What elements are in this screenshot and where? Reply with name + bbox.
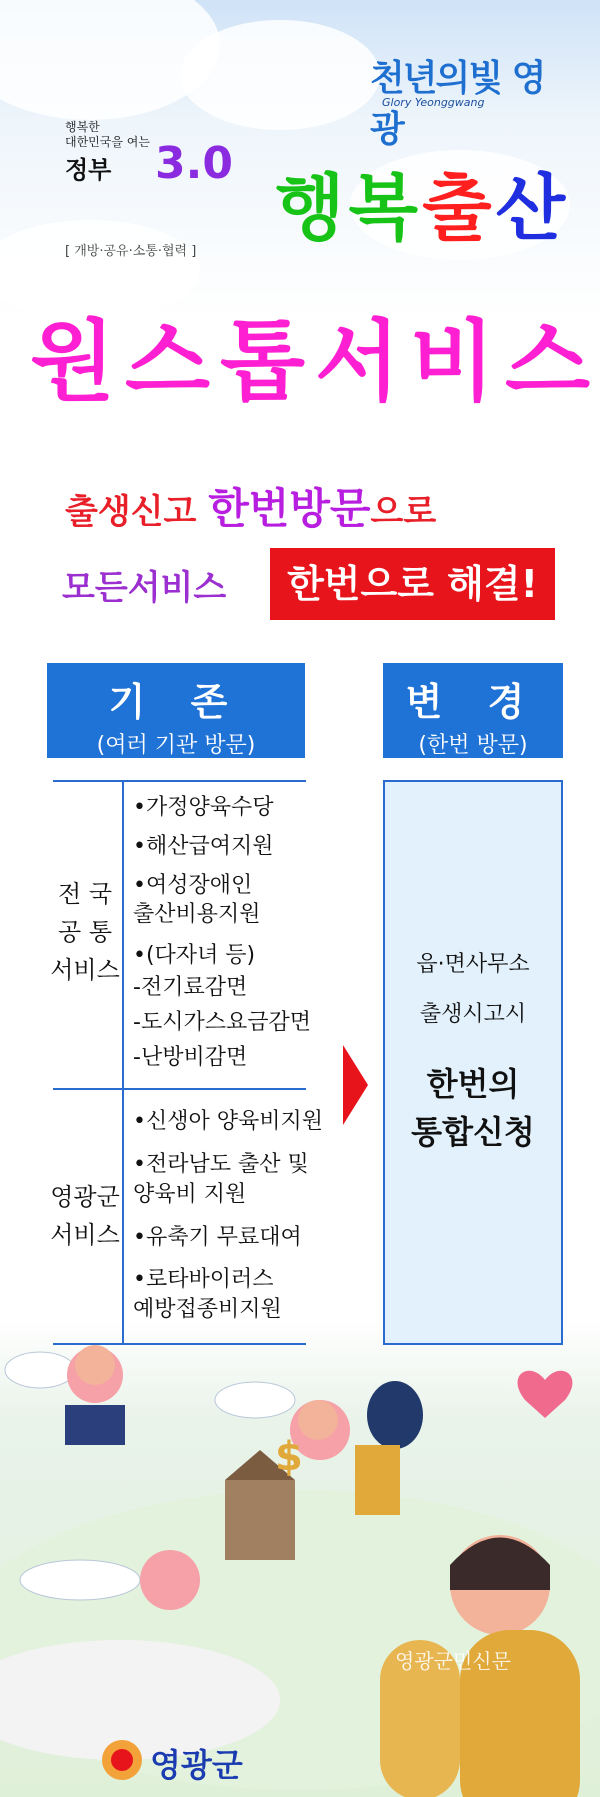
national-label-line2: 공 통	[58, 918, 112, 946]
cupid-left-icon	[5, 1345, 125, 1445]
right-arrow-icon	[343, 1045, 368, 1125]
after-heading: 변 경	[405, 680, 541, 724]
national-label	[50, 875, 120, 989]
cupid-illustration	[0, 1340, 600, 1797]
before-header	[47, 663, 305, 758]
county-item: 예방접종비지원	[133, 1297, 282, 1322]
table-top-rule	[53, 780, 306, 782]
national-item: •가정양육수당	[133, 795, 274, 820]
title-part-c: 산	[495, 166, 570, 250]
gov-version: 3.0	[155, 138, 233, 189]
heart-icon	[518, 1371, 573, 1418]
title-part-b: 출	[422, 166, 496, 250]
county-label	[48, 1178, 122, 1254]
gov-label: 정부	[65, 156, 112, 184]
brand-sub: Glory Yeonggwang	[382, 96, 485, 109]
after-header	[383, 663, 563, 758]
national-item: 출산비용지원	[133, 902, 261, 927]
gov-line1: 행복한	[65, 120, 100, 134]
national-item: -도시가스요금감면	[133, 1010, 311, 1035]
national-label-line1: 전 국	[58, 880, 112, 908]
title-one-stop-service: 원스톱서비스	[30, 310, 600, 413]
government-3-0-logo	[65, 120, 255, 259]
national-item: •여성장애인	[133, 873, 253, 898]
result-line1: 읍·면사무소	[416, 952, 530, 977]
brand-name: 천년의빛 영광	[370, 58, 545, 150]
county-item: •전라남도 출산 및	[133, 1152, 309, 1177]
yeonggwang-emblem-icon	[102, 1740, 142, 1780]
footer-county-name: 영광군	[150, 1746, 243, 1784]
national-item: •해산급여지원	[133, 834, 274, 859]
result-line2: 출생시고시	[419, 1002, 527, 1027]
result-box	[383, 780, 563, 1345]
title-part-a: 행복	[275, 166, 423, 250]
county-item: •로타바이러스	[133, 1267, 274, 1292]
slogan-a1: 출생신고	[65, 492, 209, 532]
county-item: •유축기 무료대여	[133, 1225, 302, 1250]
slogan-highlight-box: 한번으로 해결!	[270, 548, 555, 620]
table-divider	[122, 780, 124, 1345]
watermark: 영광군민신문	[395, 1649, 511, 1673]
national-item: -전기료감면	[133, 975, 248, 1000]
table-middle-rule	[53, 1088, 306, 1090]
before-sub: (여러 기관 방문)	[96, 733, 256, 758]
national-item: •(다자녀 등)	[133, 943, 256, 968]
slogan-line2: 모든서비스	[62, 568, 227, 608]
slogan-a3: 으로	[370, 492, 437, 532]
result-line3: 한번의	[426, 1065, 520, 1103]
gov-tags: [ 개방·공유·소통·협력 ]	[65, 244, 197, 259]
result-line4: 통합신청	[411, 1113, 535, 1151]
yeonggwang-brand-logo	[370, 40, 570, 150]
county-label-line1: 영광군	[50, 1183, 120, 1211]
dollar-icon: $	[275, 1434, 303, 1480]
gov-line2: 대한민국을 여는	[65, 135, 150, 149]
before-heading: 기 존	[108, 680, 244, 724]
result-emphasis	[385, 1060, 561, 1156]
slogan-line1	[65, 476, 436, 536]
county-item: 양육비 지원	[133, 1182, 247, 1207]
national-label-line3: 서비스	[50, 956, 120, 984]
after-sub: (한번 방문)	[418, 733, 528, 758]
title-happy-birth	[275, 150, 569, 254]
county-item: •신생아 양육비지원	[133, 1109, 323, 1134]
slogan-a2: 한번방문	[208, 484, 371, 533]
county-label-line2: 서비스	[50, 1221, 120, 1249]
national-item: -난방비감면	[133, 1045, 248, 1070]
